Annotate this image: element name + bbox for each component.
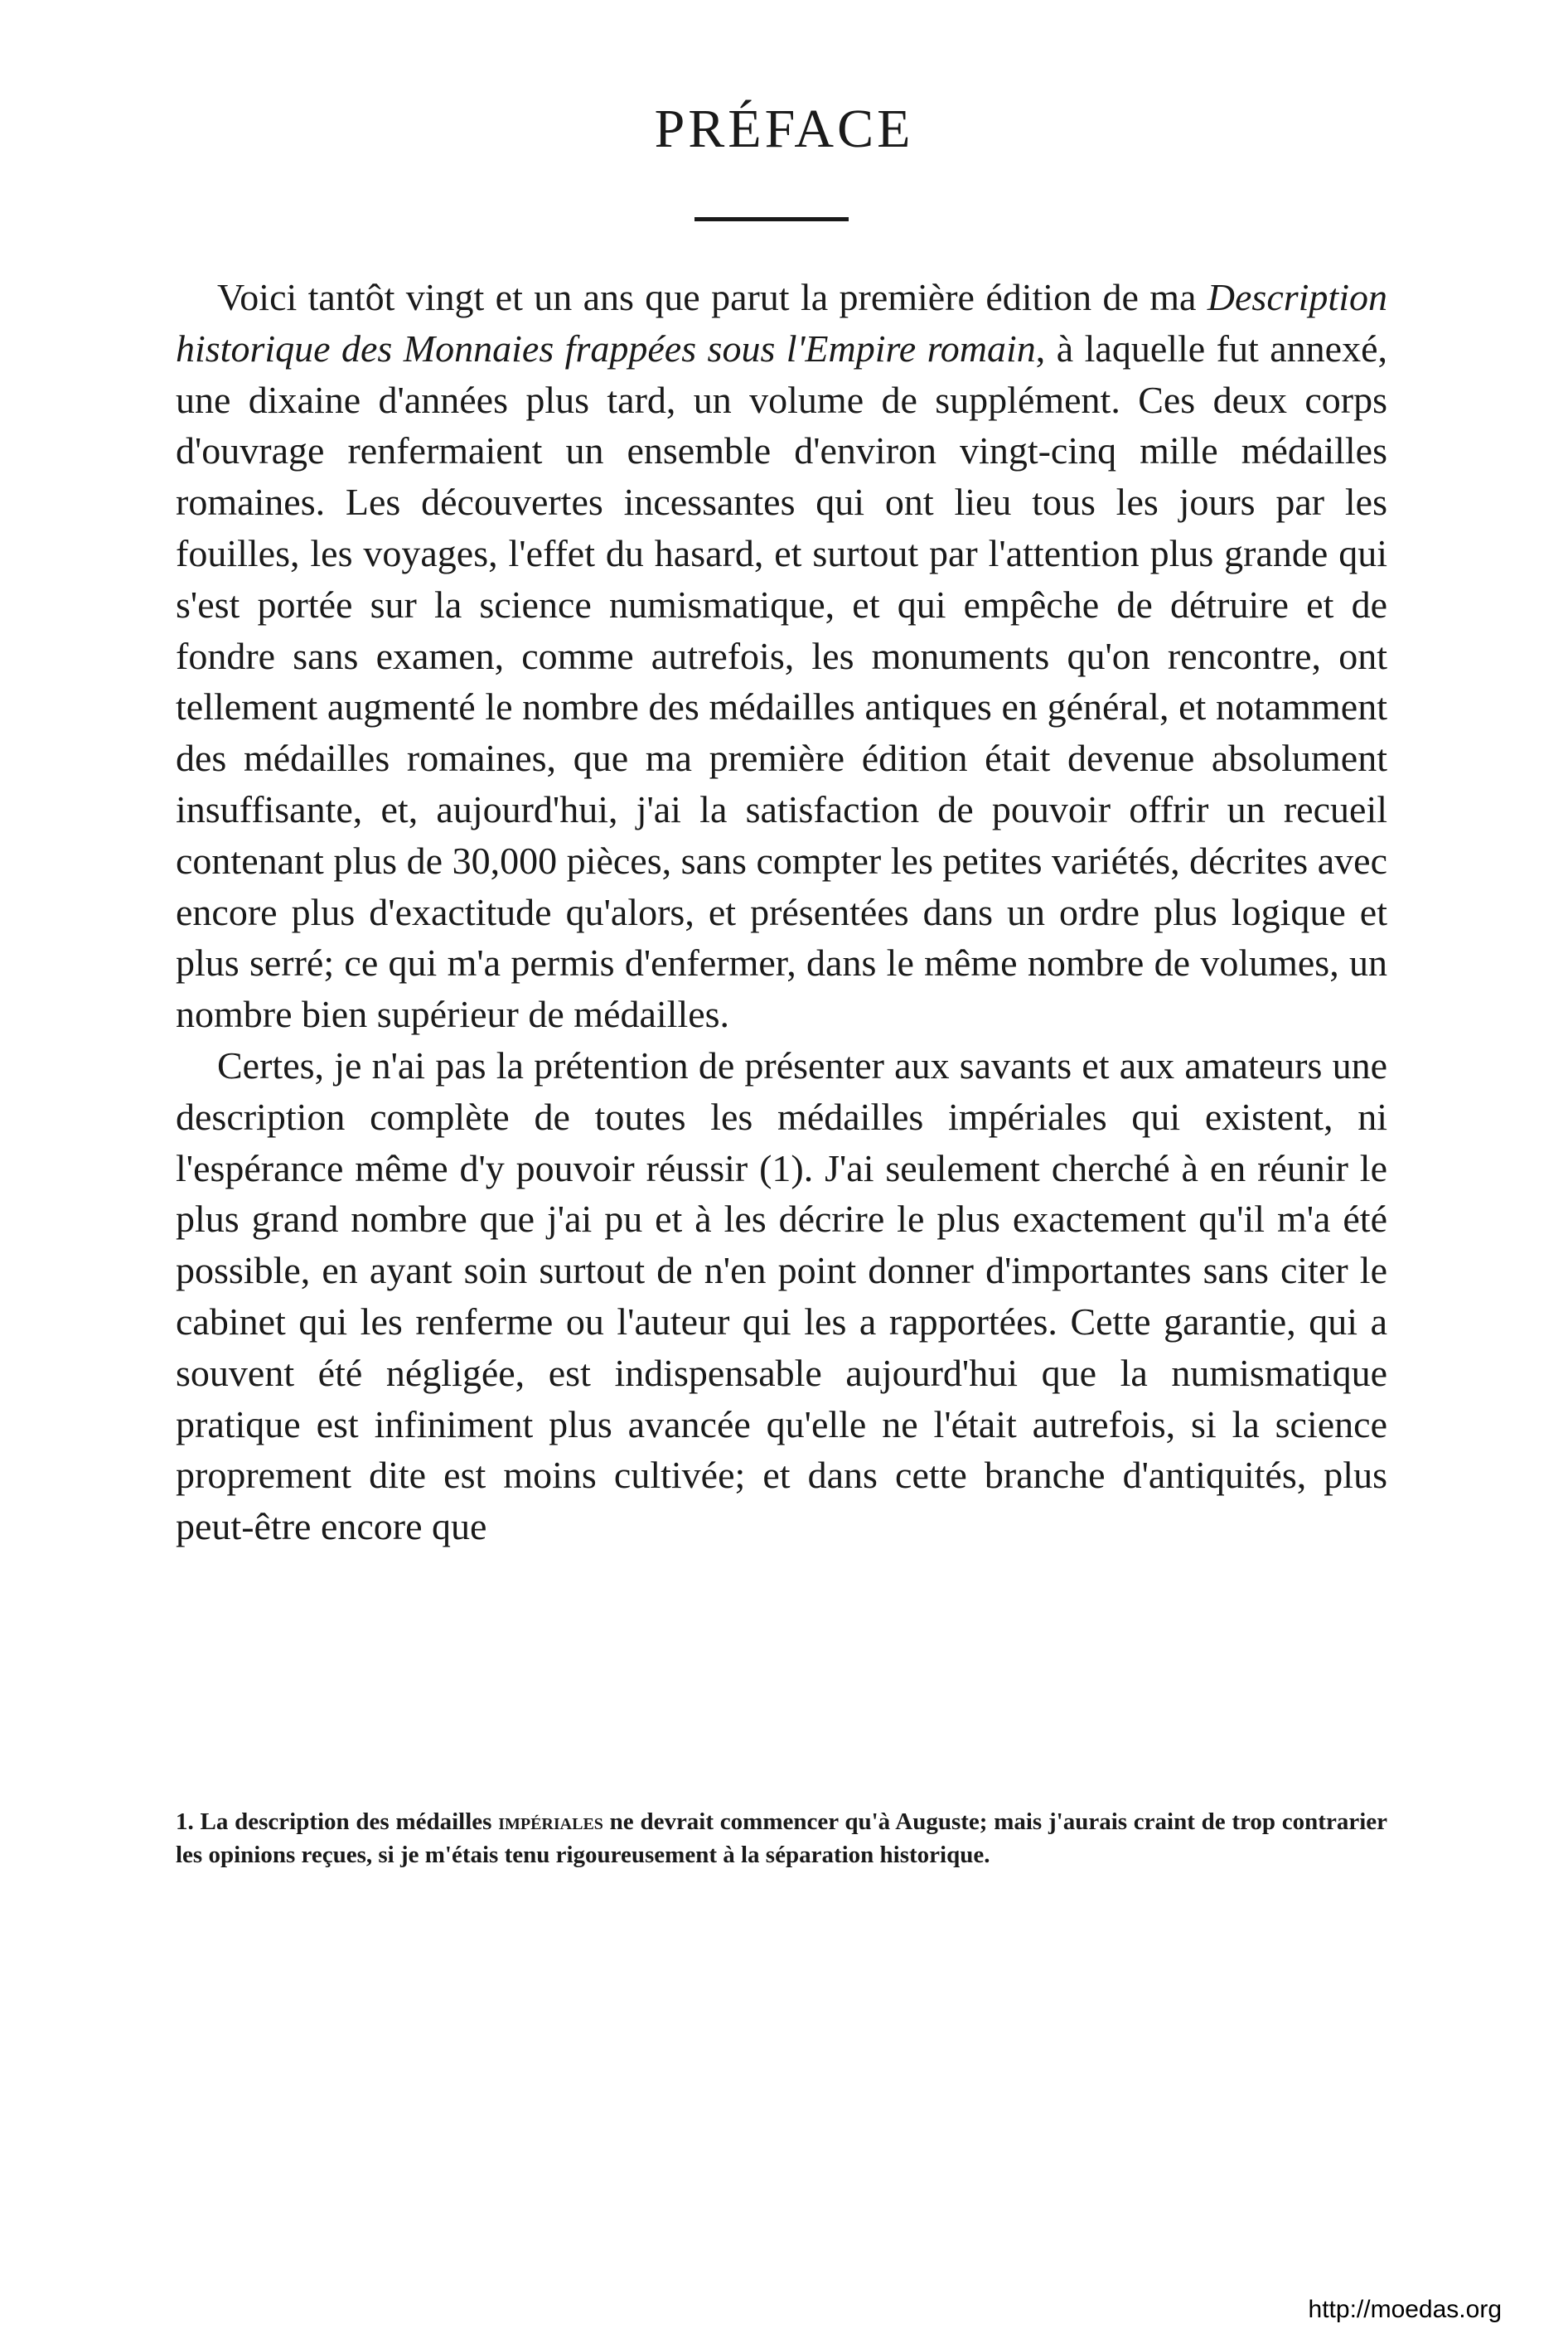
body-text: [176, 272, 1387, 1552]
footnote-smallcaps: impériales: [498, 1808, 603, 1835]
footnote-text-b: ne devrait commencer qu'à Auguste; mais j'aurais craint de trop contrarier les opinions reçues, si je m'étais tenu rigoureusement à la séparation historique.: [176, 1808, 1387, 1868]
paragraph-1-text-b: , à laquelle fut annexé, une dixaine d'années plus tard, un volume de supplément. Ces deux corps d'ouvrage renfermaient un ensemble d'environ vingt-cinq mille médailles romaines. Les découvertes incessantes qui ont lieu tous les jours par les fouilles, les voyages, l'effet du hasard, et surtout par l'attention plus grande qui s'est portée sur la science numismatique, et qui empêche de détruire et de fondre sans examen, comme autrefois, les monuments qu'on rencontre, ont tellement augmenté le nombre des médailles antiques en général, et notamment des médailles romaines, que ma première édition était devenue absolument insuffisante, et, aujourd'hui, j'ai la satisfaction de pouvoir offrir un recueil contenant plus de 30,000 pièces, sans compter les petites variétés, décrites avec encore plus d'exactitude qu'alors, et présentées dans un ordre plus logique et plus serré; ce qui m'a permis d'enfermer, dans le même nombre de volumes, un nombre bien supérieur de médailles.: [176, 327, 1387, 1036]
paragraph-1: [176, 272, 1387, 1040]
source-url: http://moedas.org: [1308, 2296, 1502, 2323]
page-title: PRÉFACE: [654, 99, 914, 159]
paragraph-2: [176, 1040, 1387, 1552]
footnote-text-a: 1. La description des médailles: [176, 1808, 499, 1835]
footnote: [176, 1805, 1387, 1871]
paragraph-1-book-title: Description historique des Monnaies frappées sous l'Empire romain: [176, 276, 1387, 370]
paragraph-1-text-a: Voici tantôt vingt et un ans que parut la première édition de ma: [217, 276, 1207, 318]
title-divider: [694, 217, 849, 221]
paragraph-2-text: Certes, je n'ai pas la prétention de présenter aux savants et aux amateurs une description complète de toutes les médailles impériales qui existent, ni l'espérance même d'y pouvoir réussir (1). J'ai seulement cherché à en réunir le plus grand nombre que j'ai pu et à les décrire le plus exactement qu'il m'a été possible, en ayant soin surtout de n'en point donner d'importantes sans citer le cabinet qui les renferme ou l'auteur qui les a rapportées. Cette garantie, qui a souvent été négligée, est indispensable aujourd'hui que la numismatique pratique est infiniment plus avancée qu'elle ne l'était autrefois, si la science proprement dite est moins cultivée; et dans cette branche d'antiquités, plus peut-être encore que: [176, 1043, 1387, 1548]
